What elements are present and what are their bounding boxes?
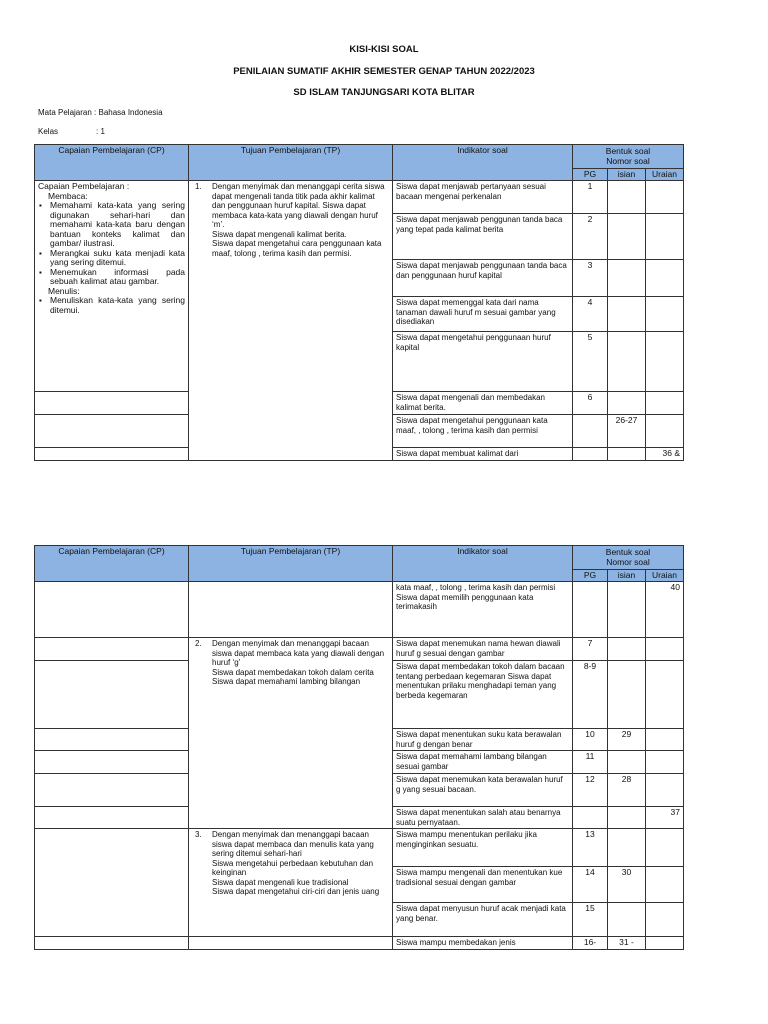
cp-cell bbox=[35, 181, 189, 392]
uraian-number bbox=[646, 297, 684, 332]
header-isian: isian bbox=[608, 570, 646, 582]
isian-number bbox=[608, 638, 646, 661]
empty-cp-cell bbox=[35, 448, 189, 461]
indicator-text: Siswa dapat menjawab penggunaan tanda baca dan penggunaan huruf kapital bbox=[393, 260, 573, 297]
indicator-text: Siswa dapat mengenali dan membedakan kalimat berita. bbox=[393, 392, 573, 415]
pg-number: 10 bbox=[573, 729, 608, 751]
class-value: : 1 bbox=[96, 127, 105, 136]
header-uraian: Uraian bbox=[646, 169, 684, 181]
pg-number: 8-9 bbox=[573, 661, 608, 729]
pg-number bbox=[573, 807, 608, 829]
header-uraian: Uraian bbox=[646, 570, 684, 582]
header-cp: Capaian Pembelajaran (CP) bbox=[35, 145, 189, 181]
cp-title: Capaian Pembelajaran : bbox=[38, 181, 130, 191]
indicator-text: Siswa dapat menjawab pertanyaan sesuai bacaan mengenai perkenalan bbox=[393, 181, 573, 214]
pg-number: 15 bbox=[573, 903, 608, 937]
isian-number bbox=[608, 807, 646, 829]
header-pg: PG bbox=[573, 169, 608, 181]
isian-number bbox=[608, 214, 646, 260]
pg-number: 14 bbox=[573, 867, 608, 903]
indicator-text: Siswa dapat mengetahui penggunaan huruf kapital bbox=[393, 332, 573, 392]
pg-number: 2 bbox=[573, 214, 608, 260]
header-bentuk-nomor bbox=[573, 145, 684, 169]
isian-number: 26-27 bbox=[608, 415, 646, 448]
tp1-text2: Siswa dapat mengenali kalimat berita. bbox=[212, 229, 347, 239]
table-row bbox=[35, 181, 684, 214]
indicator-text: Siswa dapat memenggal kata dari nama tanaman dawali huruf m sesuai gambar yang disediakan bbox=[393, 297, 573, 332]
header-pg: PG bbox=[573, 570, 608, 582]
isian-number bbox=[608, 260, 646, 297]
empty-cp-cell bbox=[35, 774, 189, 807]
tp1-cell bbox=[189, 181, 393, 461]
isian-number bbox=[608, 332, 646, 392]
cp-menulis: Menulis: bbox=[48, 285, 80, 296]
tp2-cell bbox=[189, 638, 393, 829]
empty-cp-cell bbox=[35, 937, 189, 950]
class-label: Kelas bbox=[38, 127, 59, 136]
uraian-number bbox=[646, 774, 684, 807]
isian-number bbox=[608, 903, 646, 937]
isian-number bbox=[608, 448, 646, 461]
header-bentuk-nomor bbox=[573, 546, 684, 570]
table-header-row bbox=[35, 145, 684, 169]
pg-number: 13 bbox=[573, 829, 608, 867]
header-isian: isian bbox=[608, 169, 646, 181]
isian-number: 30 bbox=[608, 867, 646, 903]
indicator-text: Siswa mampu membedakan jenis bbox=[393, 937, 573, 950]
empty-cp-cell bbox=[35, 638, 189, 661]
school-name: SD ISLAM TANJUNGSARI KOTA BLITAR bbox=[293, 87, 475, 98]
empty-tp-cell bbox=[189, 582, 393, 638]
indicator-text: Siswa dapat mengetahui penggunaan kata maaf, , tolong , terima kasih dan permisi bbox=[393, 415, 573, 448]
uraian-number bbox=[646, 638, 684, 661]
pg-number: 4 bbox=[573, 297, 608, 332]
empty-cp-cell bbox=[35, 392, 189, 415]
empty-cp-cell bbox=[35, 807, 189, 829]
isian-number: 29 bbox=[608, 729, 646, 751]
table-row bbox=[35, 937, 684, 950]
empty-cp-cell bbox=[35, 829, 189, 937]
pg-number: 7 bbox=[573, 638, 608, 661]
indicator-text: Siswa mampu mengenali dan menentukan kue tradisional sesuai dengan gambar bbox=[393, 867, 573, 903]
pg-number bbox=[573, 448, 608, 461]
list-item: ▪ Menemukan informasi pada sebuah kalimat atau gambar. bbox=[50, 268, 185, 287]
isian-number bbox=[608, 392, 646, 415]
tp1-text: Dengan menyimak dan menanggapi cerita siswa dapat mengenali tanda titik pada akhir kalimat dan penggunaan huruf kapital. Siswa dapat membaca kata-kata yang diawali dengan huruf ‘m’. bbox=[212, 182, 385, 229]
tp3-cell bbox=[189, 829, 393, 937]
list-item: ▪ Memahami kata-kata yang sering digunakan sehari-hari dan memahami kata-kata baru dengan bantuan konteks kalimat dan gambar/ ilustrasi. bbox=[50, 201, 185, 249]
tp3-text4: Siswa dapat mengetahui ciri-ciri dan jenis uang bbox=[212, 887, 380, 896]
tp2-text3: Siswa dapat memahami lambing bilangan bbox=[212, 677, 361, 686]
table-row bbox=[35, 582, 684, 638]
header-nomor: Nomor soal bbox=[606, 156, 650, 166]
cp-menulis-list bbox=[38, 296, 185, 315]
pg-number bbox=[573, 582, 608, 638]
pg-number: 11 bbox=[573, 751, 608, 774]
pg-number: 16- bbox=[573, 937, 608, 950]
subject-label: Mata Pelajaran : Bahasa Indonesia bbox=[38, 108, 163, 117]
header-nomor: Nomor soal bbox=[606, 557, 650, 567]
uraian-number bbox=[646, 729, 684, 751]
empty-cp-cell bbox=[35, 661, 189, 729]
tp3-text2: Siswa mengetahui perbedaan kebutuhan dan keinginan bbox=[212, 858, 374, 877]
indicator-text: Siswa dapat memahami lambang bilangan sesuai gambar bbox=[393, 751, 573, 774]
header-bentuk: Bentuk soal bbox=[605, 547, 651, 557]
indicator-text: Siswa dapat menemukan kata berawalan huruf g yang sesuai bacaan. bbox=[393, 774, 573, 807]
pg-number: 5 bbox=[573, 332, 608, 392]
uraian-number bbox=[646, 867, 684, 903]
tp3-text3: Siswa dapat mengenali kue tradisional bbox=[212, 877, 349, 887]
uraian-number: 40 bbox=[646, 582, 684, 638]
list-item: ▪ Menuliskan kata-kata yang sering ditemui. bbox=[50, 296, 185, 315]
isian-number bbox=[608, 829, 646, 867]
tp2-number: 2. bbox=[195, 639, 202, 648]
empty-cp-cell bbox=[35, 729, 189, 751]
uraian-number bbox=[646, 937, 684, 950]
empty-cp-cell bbox=[35, 751, 189, 774]
tp3-number: 3. bbox=[195, 830, 202, 839]
uraian-number bbox=[646, 903, 684, 937]
uraian-number bbox=[646, 332, 684, 392]
tp2-text2: Siswa dapat membedakan tokoh dalam cerita bbox=[212, 667, 374, 677]
uraian-number bbox=[646, 214, 684, 260]
header-indikator: Indikator soal bbox=[393, 546, 573, 582]
table-row bbox=[35, 829, 684, 867]
tp1-text3: Siswa dapat mengetahui cara penggunaan kata maaf, tolong , terima kasih dan permisi. bbox=[212, 239, 382, 258]
grid-table-2 bbox=[34, 545, 684, 950]
pg-number: 12 bbox=[573, 774, 608, 807]
header-tp: Tujuan Pembelajaran (TP) bbox=[189, 546, 393, 582]
tp1-number: 1. bbox=[195, 182, 202, 191]
empty-cp-cell bbox=[35, 582, 189, 638]
header-bentuk: Bentuk soal bbox=[605, 146, 651, 156]
uraian-number bbox=[646, 661, 684, 729]
isian-number bbox=[608, 661, 646, 729]
header-indikator: Indikator soal bbox=[393, 145, 573, 181]
indicator-text: Siswa dapat menentukan salah atau benarnya suatu pernyataan. bbox=[393, 807, 573, 829]
tp2-text: Dengan menyimak dan menanggapi bacaan siswa dapat membaca kata yang diawali dengan huruf ‘g’ bbox=[212, 639, 385, 667]
uraian-number: 37 bbox=[646, 807, 684, 829]
table-header-row bbox=[35, 546, 684, 570]
isian-number bbox=[608, 297, 646, 332]
cp-membaca: Membaca: bbox=[48, 190, 88, 201]
indicator-text: Siswa dapat membuat kalimat dari bbox=[393, 448, 573, 461]
uraian-number bbox=[646, 392, 684, 415]
uraian-number: 36 & bbox=[646, 448, 684, 461]
doc-title: KISI-KISI SOAL bbox=[349, 44, 419, 55]
pg-number: 6 bbox=[573, 392, 608, 415]
indicator-text: Siswa dapat menyusun huruf acak menjadi kata yang benar. bbox=[393, 903, 573, 937]
grid-table-1 bbox=[34, 144, 684, 461]
isian-number bbox=[608, 582, 646, 638]
doc-subtitle: PENILAIAN SUMATIF AKHIR SEMESTER GENAP TAHUN 2022/2023 bbox=[233, 66, 535, 77]
tp3-text: Dengan menyimak dan menanggapi bacaan siswa dapat membaca dan menulis kata yang sering ditemui sehari-hari bbox=[212, 830, 374, 858]
header-tp: Tujuan Pembelajaran (TP) bbox=[189, 145, 393, 181]
uraian-number bbox=[646, 751, 684, 774]
header-cp: Capaian Pembelajaran (CP) bbox=[35, 546, 189, 582]
uraian-number bbox=[646, 260, 684, 297]
list-item: ▪ Merangkai suku kata menjadi kata yang sering ditemui. bbox=[50, 249, 185, 268]
indicator-text: kata maaf, , tolong , terima kasih dan permisi Siswa dapat memilih penggunaan kata terimakasih bbox=[393, 582, 573, 638]
pg-number: 3 bbox=[573, 260, 608, 297]
indicator-text: Siswa dapat membedakan tokoh dalam bacaan tentang perbedaan kegemaran Siswa dapat menentukan prilaku menghadapi teman yang berbeda kegemaran bbox=[393, 661, 573, 729]
empty-cp-cell bbox=[35, 415, 189, 448]
indicator-text: Siswa mampu menentukan perilaku jika menginginkan sesuatu. bbox=[393, 829, 573, 867]
isian-number bbox=[608, 751, 646, 774]
isian-number: 28 bbox=[608, 774, 646, 807]
pg-number: 1 bbox=[573, 181, 608, 214]
isian-number: 31 - bbox=[608, 937, 646, 950]
uraian-number bbox=[646, 829, 684, 867]
cp-membaca-list bbox=[38, 201, 185, 287]
pg-number bbox=[573, 415, 608, 448]
table-row bbox=[35, 638, 684, 661]
uraian-number bbox=[646, 415, 684, 448]
indicator-text: Siswa dapat menentukan suku kata berawalan huruf g dengan benar bbox=[393, 729, 573, 751]
indicator-text: Siswa dapat menemukan nama hewan diawali huruf g sesuai dengan gambar bbox=[393, 638, 573, 661]
uraian-number bbox=[646, 181, 684, 214]
empty-tp-cell bbox=[189, 937, 393, 950]
isian-number bbox=[608, 181, 646, 214]
indicator-text: Siswa dapat menjawab penggunan tanda baca yang tepat pada kalimat berita bbox=[393, 214, 573, 260]
